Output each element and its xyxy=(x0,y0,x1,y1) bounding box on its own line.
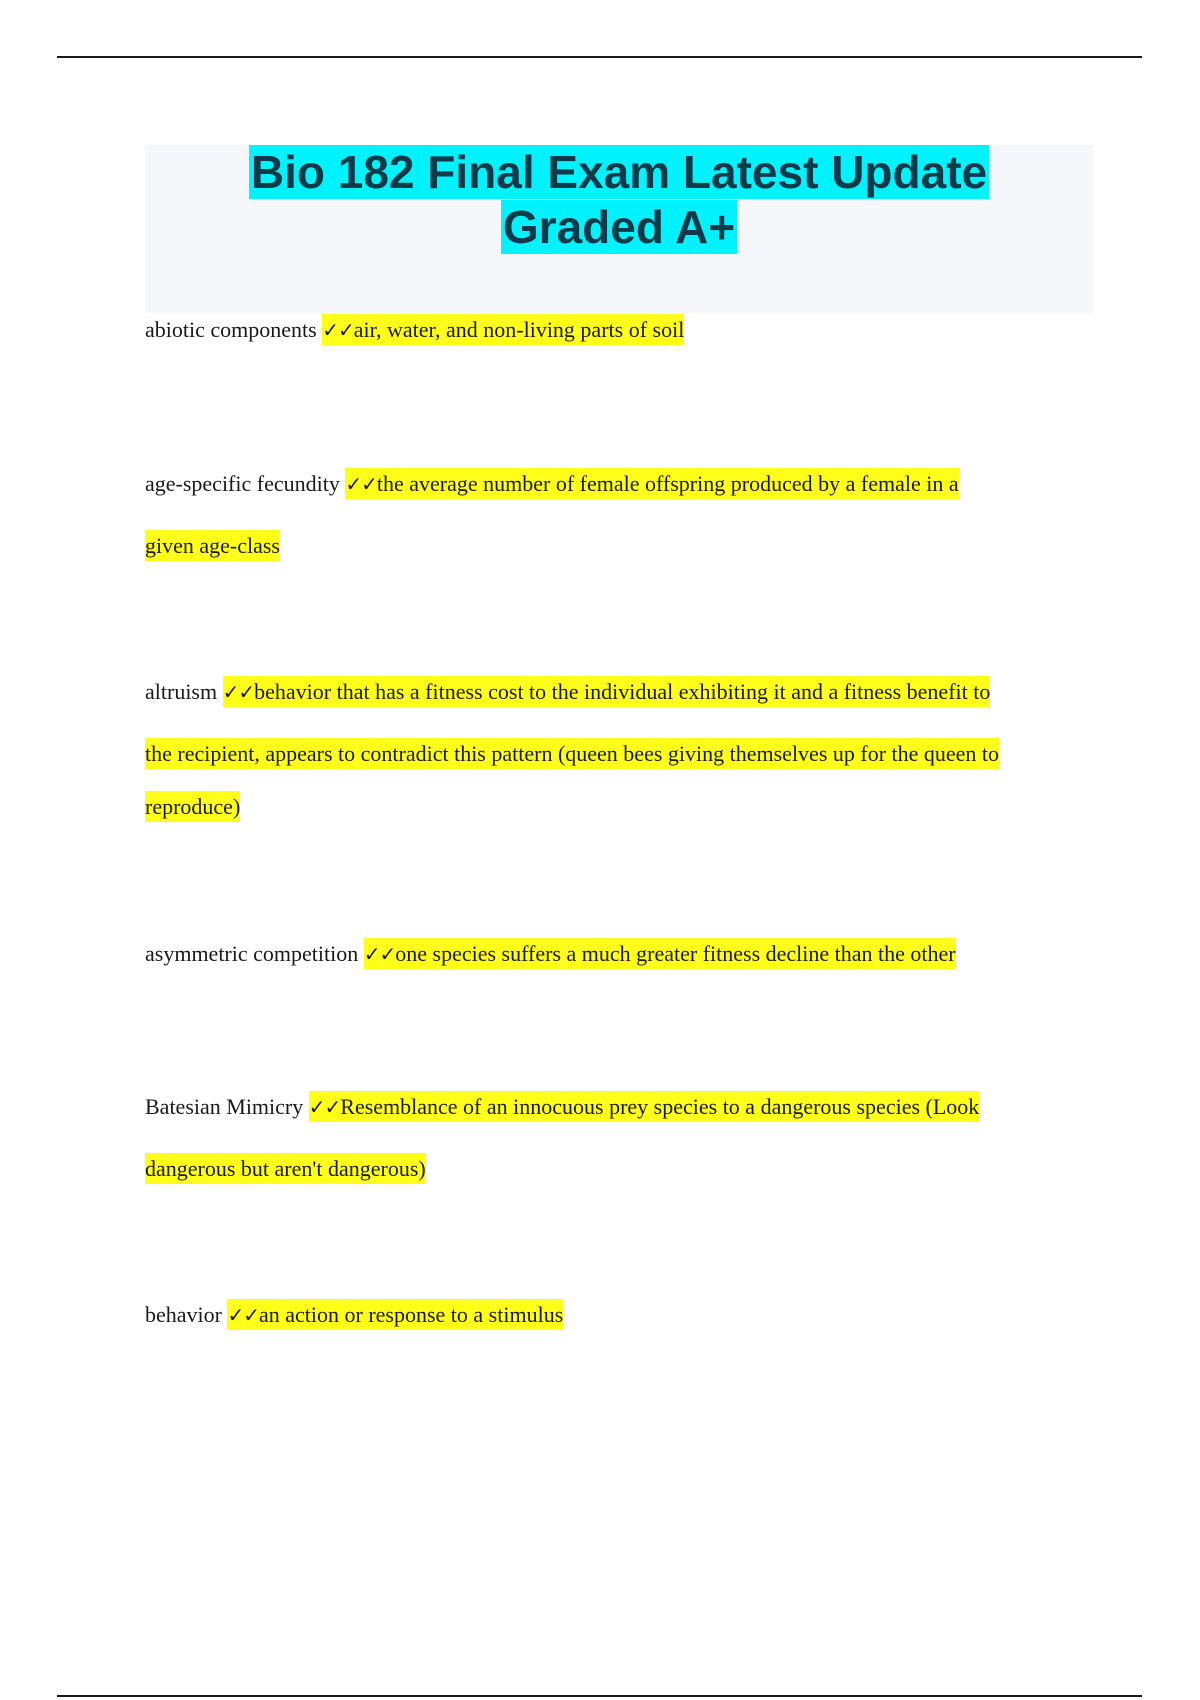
entry-line xyxy=(145,299,1105,361)
entry-definition-line-2: dangerous but aren't dangerous) xyxy=(145,1153,426,1184)
entry-line xyxy=(145,1076,1105,1138)
glossary-entry-abiotic-components xyxy=(145,299,1105,361)
page-top-rule xyxy=(57,56,1142,58)
entry-line xyxy=(145,1284,1105,1346)
double-check-icon: ✓✓ xyxy=(308,1095,341,1119)
entry-term: age-specific fecundity xyxy=(145,471,340,496)
entry-term: behavior xyxy=(145,1302,222,1327)
entry-line xyxy=(145,515,1105,576)
double-check-icon: ✓✓ xyxy=(345,472,377,496)
entry-line xyxy=(145,923,1105,985)
entry-definition-line-3: reproduce) xyxy=(145,791,240,822)
entry-term: asymmetric competition xyxy=(145,941,359,966)
entry-term: Batesian Mimicry xyxy=(145,1094,304,1119)
entry-definition-line-1: an action or response to a stimulus xyxy=(258,1302,564,1327)
entry-definition-line-1: behavior that has a fitness cost to the individual exhibiting it and a fitness benefit to xyxy=(254,679,991,704)
entry-term: abiotic components xyxy=(145,317,317,342)
page-bottom-rule xyxy=(57,1695,1142,1697)
page-title-line-1: Bio 182 Final Exam Latest Update xyxy=(250,146,988,198)
double-check-icon: ✓✓ xyxy=(363,942,396,966)
entry-definition-line-2: given age-class xyxy=(145,530,280,561)
entry-definition-line-1: air, water, and non-living parts of soil xyxy=(353,317,685,342)
entry-definition-line-2: the recipient, appears to contradict this pattern (queen bees giving themselves up for the queen to xyxy=(145,738,999,769)
glossary-entry-age-specific-fecundity xyxy=(145,453,1105,576)
entry-definition-line-1: the average number of female offspring produced by a female in a xyxy=(376,471,959,496)
entry-definition-line-1: one species suffers a much greater fitness decline than the other xyxy=(395,941,956,966)
entry-line xyxy=(145,661,1105,723)
double-check-icon: ✓✓ xyxy=(227,1303,259,1327)
title-block xyxy=(145,145,1093,313)
entry-line xyxy=(145,784,1105,830)
glossary-entry-asymmetric-competition xyxy=(145,923,1105,985)
glossary-entry-batesian-mimicry xyxy=(145,1076,1105,1199)
entry-line xyxy=(145,453,1105,515)
glossary-entry-altruism xyxy=(145,661,1105,830)
entry-term: altruism xyxy=(145,679,218,704)
glossary-entry-behavior xyxy=(145,1284,1105,1346)
double-check-icon: ✓✓ xyxy=(322,318,354,342)
entry-line xyxy=(145,1138,1105,1199)
entry-line xyxy=(145,723,1105,784)
double-check-icon: ✓✓ xyxy=(222,680,255,704)
page-title-line-2: Graded A+ xyxy=(502,201,736,253)
entry-definition-line-1: Resemblance of an innocuous prey species to a dangerous species (Look xyxy=(340,1094,980,1119)
